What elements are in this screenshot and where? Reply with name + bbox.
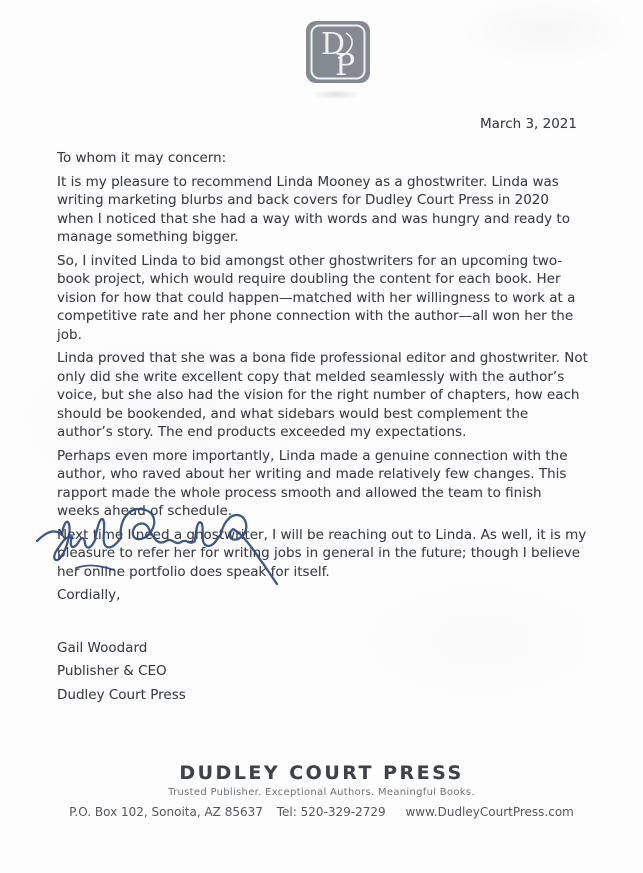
signature-stroke-main	[37, 509, 277, 584]
paragraph-1: It is my pleasure to recommend Linda Mooney as a ghostwriter. Linda was writing marketing blurbs and back covers for Dudley Court Press in 2020 when I noticed that she had a way with words and was hungry and ready to manage something bigger.	[57, 173, 570, 245]
footer-tagline: Trusted Publisher. Exceptional Authors. Meaningful Books.	[168, 787, 475, 798]
dcp-monogram-logo	[305, 20, 371, 84]
signer-name: Gail Woodard	[57, 639, 148, 656]
footer-phone: Tel: 520-329-2729	[276, 805, 386, 819]
signature-handwriting	[36, 505, 286, 600]
salutation: To whom it may concern:	[57, 150, 227, 166]
logo-scan-shadow	[301, 88, 371, 101]
signature-stroke-cross	[76, 566, 114, 570]
footer-website: www.DudleyCourtPress.com	[405, 805, 574, 819]
letter-body	[57, 149, 588, 709]
footer-address: P.O. Box 102, Sonoita, AZ 85637	[69, 805, 263, 819]
signer-company: Dudley Court Press	[57, 686, 186, 703]
signer-title: Publisher & CEO	[57, 663, 167, 679]
letterhead-footer	[0, 762, 643, 819]
signature-space	[57, 610, 588, 639]
paragraph-2: So, I invited Linda to bid amongst other ghostwriters for an upcoming two-book project, which would require doubling the content for each book. Her vision for how that could happen—matched with her willingness to work at a competitive rate and her phone connection with the author—all won her the job.	[57, 252, 576, 343]
closing: Cordially,	[57, 587, 121, 603]
footer-contact-line	[0, 805, 643, 819]
paragraph-3: Linda proved that she was a bona fide professional editor and ghostwriter. Not only did she write excellent copy that melded seamlessly with the author’s voice, but she also had the vision for the right number of chapters, how each should be bookended, and what sidebars would best complement the author’s story. The end products exceeded my expectations.	[57, 350, 588, 440]
logo-letter-d: D	[321, 27, 346, 62]
footer-company-name: DUDLEY COURT PRESS	[179, 762, 464, 784]
letter-date: March 3, 2021	[480, 116, 577, 132]
logo-letter-p: P	[335, 48, 356, 83]
paragraph-4: Perhaps even more importantly, Linda made a genuine connection with the author, who raved about her writing and made relatively few changes. This rapport made the whole process smooth and allowed the team to finish weeks ahead of schedule.	[57, 447, 568, 519]
paragraph-5: Next time I need a ghostwriter, I will be reaching out to Linda. As well, it is my pleasure to refer her for writing jobs in general in the future; though I believe her online portfolio does speak for itself.	[57, 526, 587, 580]
